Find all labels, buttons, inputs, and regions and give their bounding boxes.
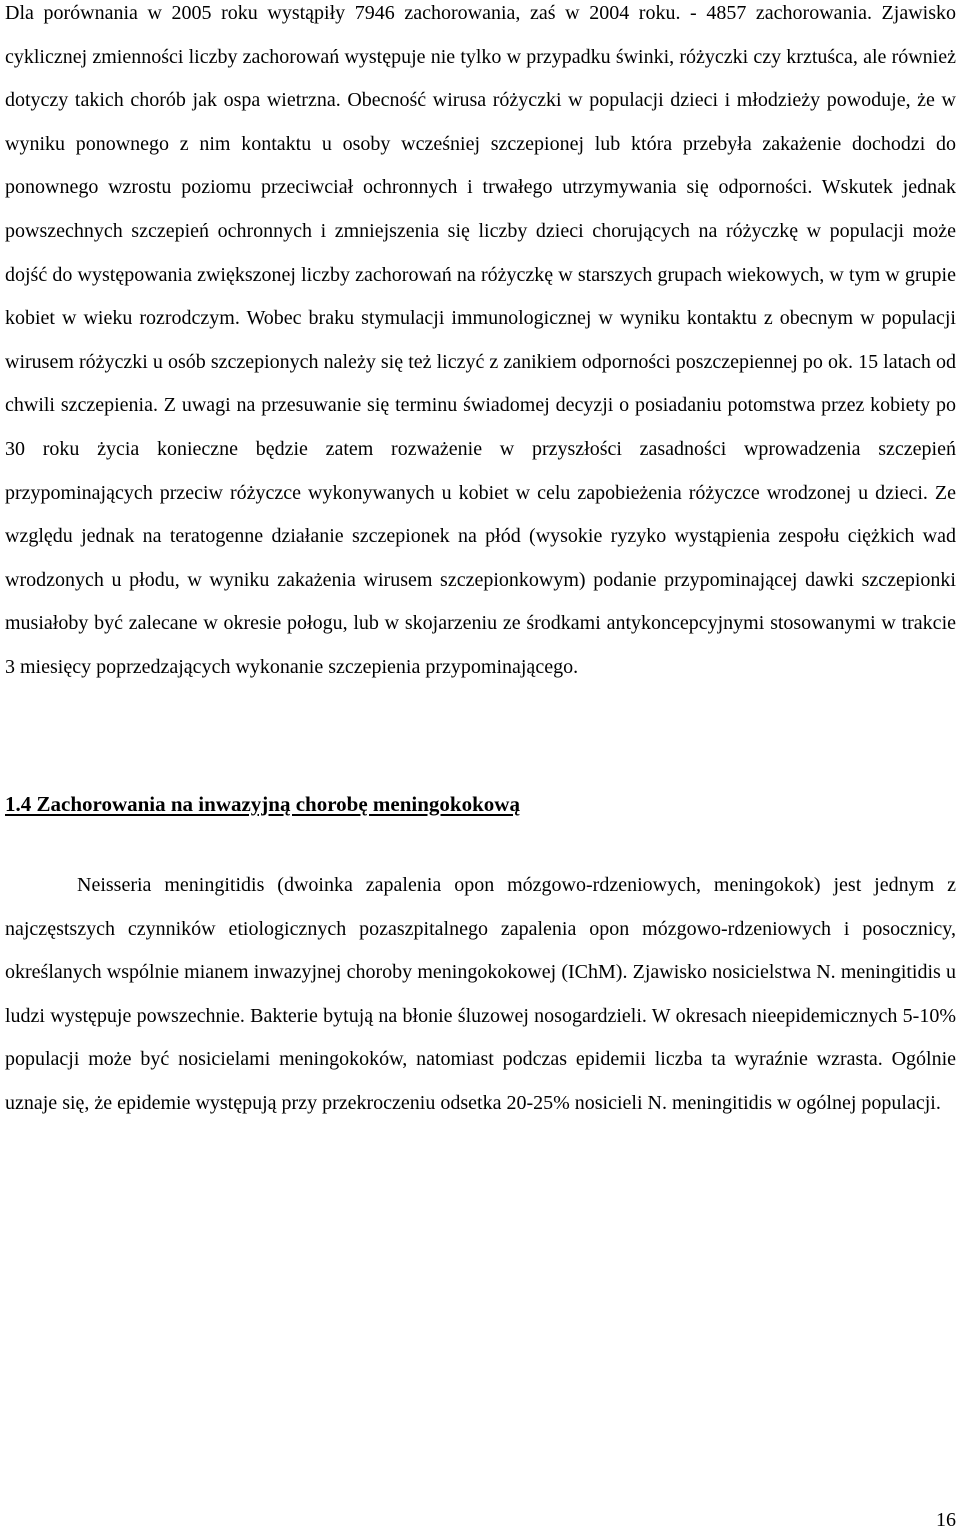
body-paragraph-meningococcal: Neisseria meningitidis (dwoinka zapalenia opon mózgowo-rdzeniowych, meningokok) jest jednym z najczęstszych czynników etiologicznych pozaszpitalnego zapalenia opon mózgowo-rdzeniowych i posocznicy, określanych wspólnie mianem inwazyjnej choroby meningokokowej (IChM). Zjawisko nosicielstwa N. meningitidis u ludzi występuje powszechnie. Bakterie bytują na błonie śluzowej nosogardzieli. W okresach nieepidemicznych 5-10% populacji może być nosicielami meningokoków, natomiast podczas epidemii liczba ta wyraźnie wzrasta. Ogólnie uznaje się, że epidemie występują przy przekroczeniu odsetka 20-25% nosicieli N. meningitidis w ogólnej populacji. (5, 874, 956, 1115)
section-heading: 1.4 Zachorowania na inwazyjną chorobę meningokokową (5, 791, 520, 816)
page-number: 16 (936, 1509, 956, 1531)
body-paragraph-rubella: Dla porównania w 2005 roku wystąpiły 7946 zachorowania, zaś w 2004 roku. - 4857 zachorowania. Zjawisko cyklicznej zmienności liczby zachorowań występuje nie tylko w przypadku świnki, różyczki czy krztuśca, ale również dotyczy takich chorób jak ospa wietrzna. Obecność wirusa różyczki w populacji dzieci i młodzieży powoduje, że w wyniku ponownego z nim kontaktu u osoby wcześniej szczepionej lub która przebyła zakażenie dochodzi do ponownego wzrostu poziomu przeciwciał ochronnych i trwałego utrzymywania się odporności. Wskutek jednak powszechnych szczepień ochronnych i zmniejszenia się liczby dzieci chorujących na różyczkę w populacji może dojść do występowania zwiększonej liczby zachorowań na różyczkę w starszych grupach wiekowych, w tym w grupie kobiet w wieku rozrodczym. Wobec braku stymulacji immunologicznej w wyniku kontaktu z obecnym w populacji wirusem różyczki u osób szczepionych należy się też liczyć z zanikiem odporności poszczepiennej po ok. 15 latach od chwili szczepienia. Z uwagi na przesuwanie się terminu świadomej decyzji o posiadaniu potomstwa przez kobiety po 30 roku życia konieczne będzie zatem rozważenie w przyszłości zasadności wprowadzenia szczepień przypominających przeciw różyczce wykonywanych u kobiet w celu zapobieżenia różyczce wrodzonej u dzieci. Ze względu jednak na teratogenne działanie szczepionek na płód (wysokie ryzyko wystąpienia zespołu ciężkich wad wrodzonych u płodu, w wyniku zakażenia wirusem szczepionkowym) podanie przypominającej dawki szczepionki musiałoby być zalecane w okresie połogu, lub w skojarzeniu ze środkami antykoncepcyjnymi stosowanymi w trakcie 3 miesięcy poprzedzających wykonanie szczepienia przypominającego. (5, 2, 956, 678)
document-page (5, 0, 956, 1126)
